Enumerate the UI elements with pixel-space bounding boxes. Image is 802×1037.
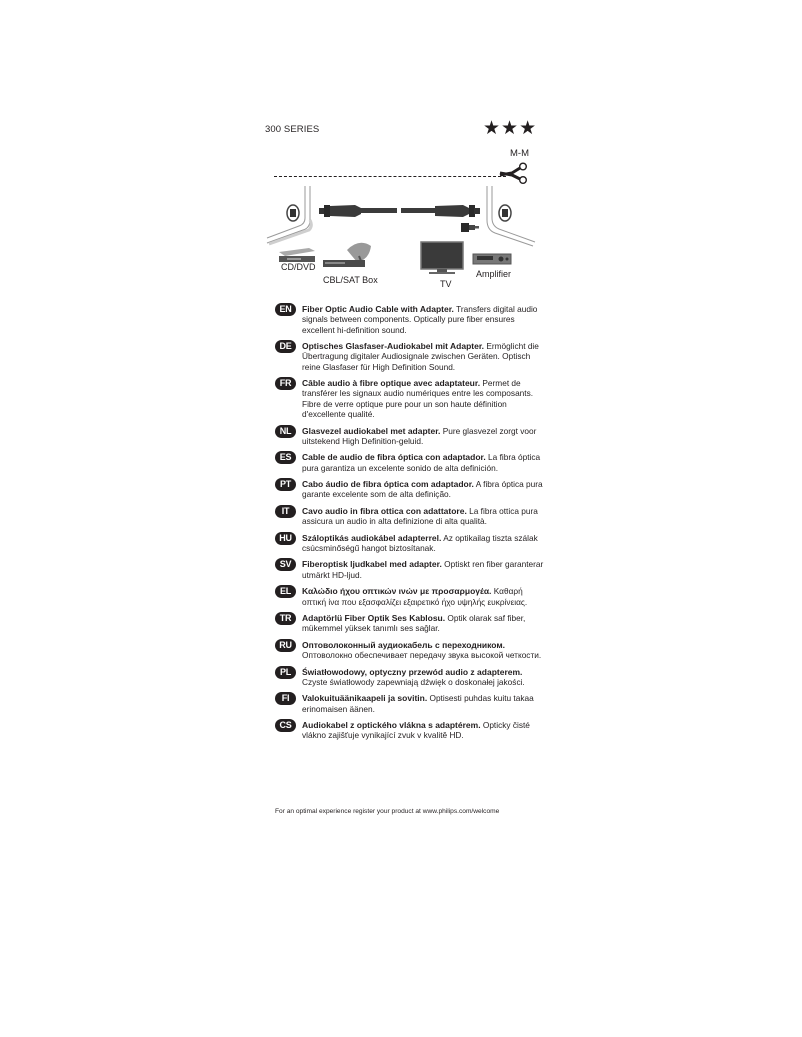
- product-title: Glasvezel audiokabel met adapter.: [302, 425, 441, 436]
- product-description: A fibra óptica pura garante excelente som de alta definição.: [302, 479, 543, 500]
- product-title: Światłowodowy, optyczny przewód audio z adapterem.: [302, 666, 523, 677]
- product-title: Cable de audio de fibra óptica con adaptador.: [302, 452, 486, 463]
- product-description: La fibra óptica pura garantiza un excelente sonido de alta definición.: [302, 452, 541, 473]
- product-description: Optisesti puhdas kuitu takaa erinomaisen äänen.: [302, 693, 534, 714]
- amplifier-icon: [473, 254, 511, 264]
- language-badge: FR: [275, 377, 296, 390]
- device-label-cd-dvd: CD/DVD: [281, 262, 316, 272]
- product-description: La fibra ottica pura assicura un audio in alta definizione di alta qualità.: [302, 505, 538, 527]
- lang-item-ru: [275, 640, 547, 661]
- registration-footer: For an optimal experience register your product at www.philips.com/welcome: [275, 808, 500, 815]
- product-title: Optisches Glasfaser-Audiokabel mit Adapter.: [302, 341, 485, 352]
- cable-type-label: M-M: [510, 148, 529, 159]
- lang-item-pl: [275, 667, 547, 688]
- lang-item-tr: [275, 613, 547, 634]
- product-description: Pure glasvezel zorgt voor uitstekend High Definition-geluid.: [302, 425, 537, 446]
- right-device-panel-icon: [487, 186, 535, 246]
- product-title: Fiberoptisk ljudkabel med adapter.: [302, 559, 442, 570]
- language-badge: EN: [275, 303, 296, 316]
- cut-line: [274, 176, 506, 177]
- lang-item-hu: [275, 533, 547, 554]
- language-badge: FI: [275, 692, 296, 705]
- tv-icon: [421, 242, 463, 274]
- product-description: Ermöglicht die Übertragung digitaler Audiosignale zwischen Geräten. Optisch reine Glasfaser für High Definition Sound.: [302, 341, 539, 372]
- product-title: Cavo audio in fibra ottica con adattatore.: [302, 505, 467, 516]
- rating-stars-icon: ★★★: [483, 118, 538, 139]
- language-badge: CS: [275, 719, 296, 732]
- product-title: Оптоволоконный аудиокабель с переходником.: [302, 639, 505, 650]
- language-badge: EL: [275, 585, 296, 598]
- product-title: Száloptikás audiokábel adapterrel.: [302, 532, 442, 543]
- product-title: Adaptörlü Fiber Optik Ses Kablosu.: [302, 613, 446, 623]
- product-title: Valokuituäänikaapeli ja sovitin.: [302, 693, 428, 704]
- lang-item-de: [275, 341, 547, 372]
- language-badge: RU: [275, 639, 296, 652]
- product-title: Câble audio à fibre optique avec adaptateur.: [302, 378, 481, 389]
- mini-adapter-icon: [461, 223, 479, 232]
- lang-item-es: [275, 452, 547, 473]
- lang-item-fr: [275, 378, 547, 419]
- lang-item-fi: [275, 693, 547, 714]
- language-descriptions: [275, 304, 547, 747]
- product-description: Καθαρή οπτική ίνα που εξασφαλίζει εξαιρετικό ήχο υψηλής ευκρίνειας.: [302, 586, 528, 607]
- language-badge: SV: [275, 558, 296, 571]
- lang-item-el: [275, 586, 547, 607]
- language-badge: ES: [275, 451, 296, 464]
- optical-port-icon: [287, 205, 299, 221]
- product-description: Оптоволокно обеспечивает передачу звука высокой четкости.: [302, 650, 542, 661]
- product-description: Optik olarak saf fiber, mükemmel yüksek tanımlı ses sağlar.: [302, 613, 526, 634]
- language-badge: NL: [275, 425, 296, 438]
- lang-item-pt: [275, 479, 547, 500]
- product-title: Audiokabel z optického vlákna s adaptérem.: [302, 720, 481, 731]
- product-description: Transfers digital audio signals between components. Optically pure fiber ensures excellent hi-definition sound.: [302, 304, 538, 335]
- device-label-amplifier: Amplifier: [476, 269, 512, 279]
- lang-item-it: [275, 506, 547, 527]
- product-title: Fiber Optic Audio Cable with Adapter.: [302, 304, 454, 314]
- scissors-icon: [498, 162, 530, 184]
- device-label-tv: TV: [440, 279, 452, 289]
- device-label-cbl-sat-box: CBL/SAT Box: [323, 275, 378, 285]
- product-description: Opticky čisté vlákno zajišťuje vynikající zvuk v kvalitě HD.: [302, 720, 530, 741]
- product-title: Καλώδιο ήχου οπτικών ινών με προσαρμογέα.: [302, 586, 492, 597]
- connection-diagram: [265, 186, 545, 296]
- language-badge: PT: [275, 478, 296, 491]
- lang-item-sv: [275, 559, 547, 580]
- product-title: Cabo áudio de fibra óptica com adaptador.: [302, 479, 474, 490]
- language-badge: HU: [275, 532, 296, 545]
- satellite-box-icon: [323, 243, 371, 267]
- cd-dvd-player-icon: [279, 248, 315, 262]
- product-description: Optiskt ren fiber garanterar utmärkt HD-ljud.: [302, 559, 544, 580]
- product-description: Permet de transférer les signaux audio numériques entre les composants. Fibre de verre optique pure pour un son haute définition d'excellente qualité.: [302, 378, 534, 420]
- product-description: Az optikailag tiszta szálak csúcsminőségű hangot biztosítanak.: [302, 532, 538, 553]
- language-badge: DE: [275, 340, 296, 353]
- fiber-optic-cable-icon: [319, 205, 480, 217]
- lang-item-cs: [275, 720, 547, 741]
- product-description: Czyste światłowody zapewniają dźwięk o doskonałej jakości.: [302, 676, 525, 687]
- language-badge: TR: [275, 612, 296, 625]
- language-badge: PL: [275, 666, 296, 679]
- lang-item-en: [275, 304, 547, 335]
- language-badge: IT: [275, 505, 296, 518]
- series-label: 300 SERIES: [265, 124, 320, 135]
- lang-item-nl: [275, 426, 547, 447]
